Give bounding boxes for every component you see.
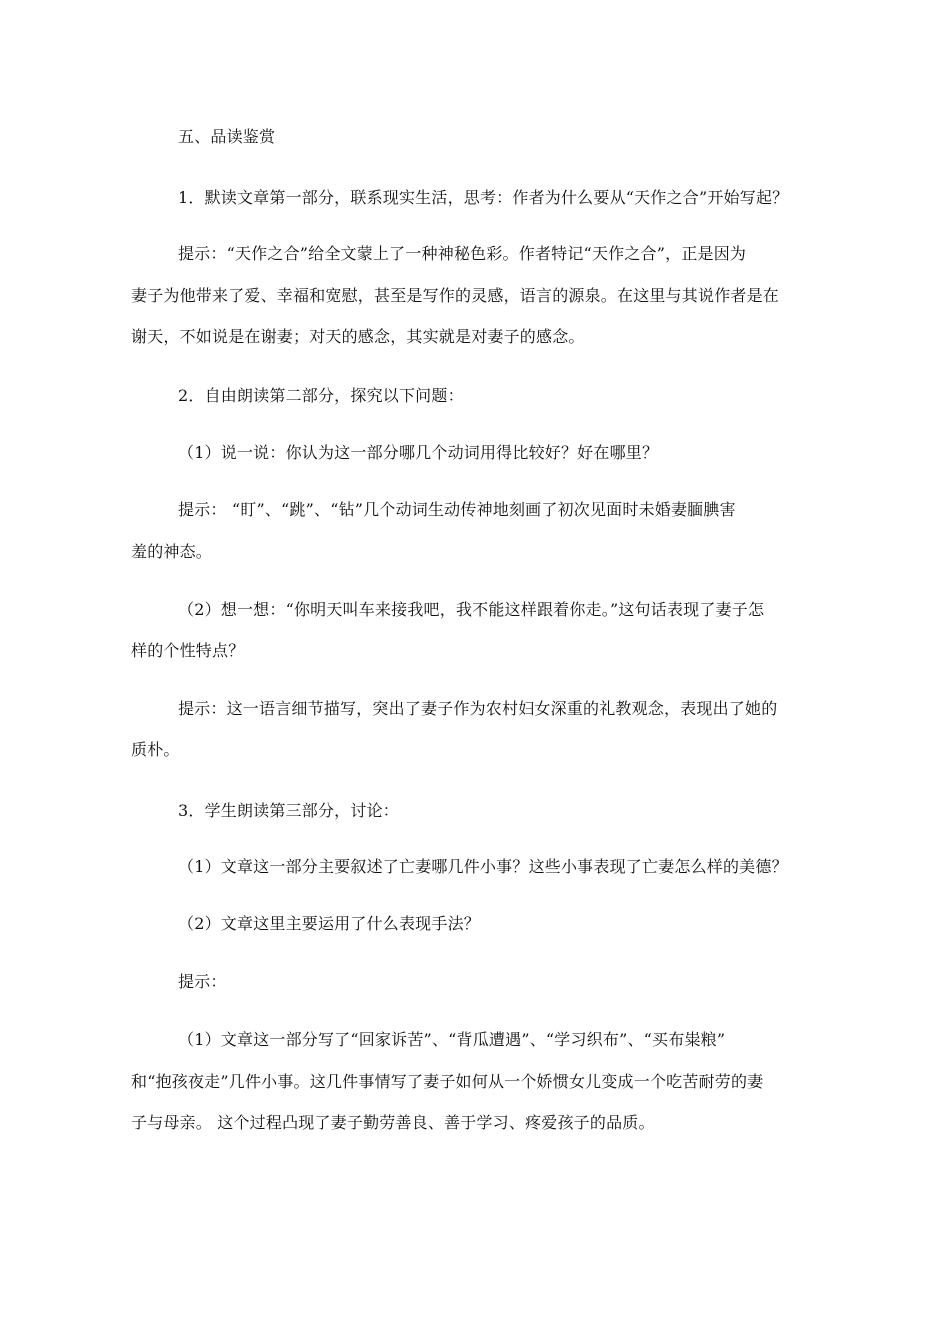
answer-3-line-2: 和“抱孩夜走”几件小事。这几件事情写了妻子如何从一个娇惯女儿变成一个吃苦耐劳的妻 (131, 1072, 764, 1091)
hint-1-line-2: 妻子为他带来了爱、幸福和宽慰，甚至是写作的灵感，语言的源泉。在这里与其说作者是在 (131, 286, 780, 305)
hint-2-1-line-2: 羞的神态。 (131, 542, 213, 561)
answer-3-line-3: 子与母亲。 这个过程凸现了妻子勤劳善良、善于学习、疼爱孩子的品质。 (131, 1113, 655, 1132)
hint-1-line-1: 提示：“天作之合”给全文蒙上了一种神秘色彩。作者特记“天作之合”，正是因为 (178, 244, 747, 263)
question-2-sub-2-line-1: （2）想一想：“你明天叫车来接我吧，我不能这样跟着你走。”这句话表现了妻子怎 (178, 600, 765, 619)
question-3-sub-1: （1）文章这一部分主要叙述了亡妻哪几件小事？这些小事表现了亡妻怎么样的美德？ (178, 857, 788, 876)
question-1: 1．默读文章第一部分，联系现实生活，思考：作者为什么要从“天作之合”开始写起？ (178, 188, 789, 207)
section-heading: 五、品读鉴赏 (178, 127, 276, 146)
question-3-sub-2: （2）文章这里主要运用了什么表现手法？ (178, 914, 480, 933)
question-3: 3．学生朗读第三部分，讨论： (178, 801, 399, 820)
hint-1-line-3: 谢天，不如说是在谢妻；对天的感念，其实就是对妻子的感念。 (131, 327, 585, 346)
question-2: 2．自由朗读第二部分，探究以下问题： (178, 386, 464, 405)
hint-2-2-line-2: 质朴。 (131, 740, 180, 759)
hint-2-1-line-1: 提示： “盯”、“跳”、“钻”几个动词生动传神地刻画了初次见面时未婚妻腼腆害 (178, 500, 736, 519)
hint-2-2-line-1: 提示：这一语言细节描写，突出了妻子作为农村妇女深重的礼教观念，表现出了她的 (178, 699, 778, 718)
hint-3-label: 提示： (178, 972, 227, 991)
answer-3-line-1: （1）文章这一部分写了“回家诉苦”、“背瓜遭遇”、“学习织布”、“买布粜粮” (178, 1030, 726, 1049)
question-2-sub-2-line-2: 样的个性特点？ (131, 641, 245, 660)
question-2-sub-1: （1）说一说：你认为这一部分哪几个动词用得比较好？好在哪里？ (178, 443, 659, 462)
